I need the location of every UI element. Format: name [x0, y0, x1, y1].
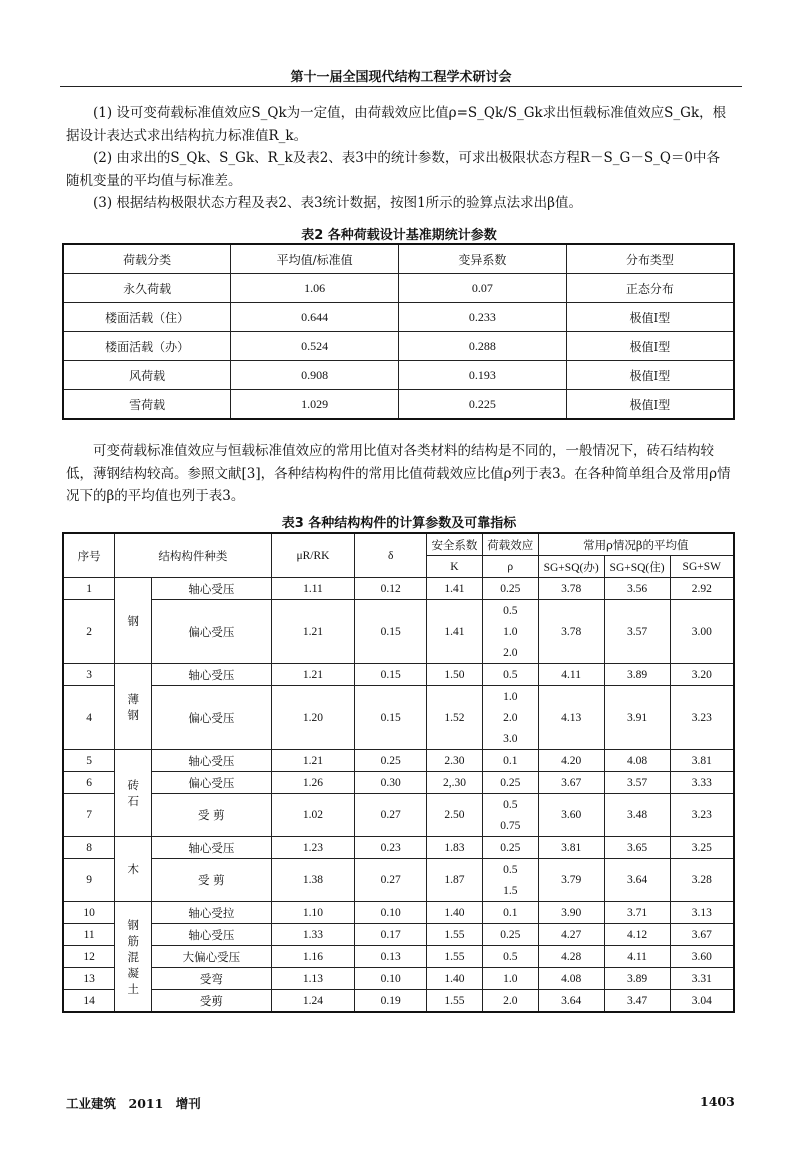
table3-cell: 3.47 — [604, 990, 670, 1013]
table3-cell: 3.04 — [670, 990, 734, 1013]
table3-cell: 0.13 — [355, 946, 427, 968]
table-row — [63, 794, 734, 816]
table3-cell: 3.91 — [604, 686, 670, 750]
table3-cell: 3.64 — [538, 990, 604, 1013]
table3-header-cell: ρ — [482, 556, 538, 578]
table3-cell: 偏心受压 — [152, 686, 271, 750]
table-row — [63, 600, 734, 622]
table3-cell: 1.55 — [427, 946, 483, 968]
table2-cell: 0.908 — [231, 361, 399, 390]
table3-material-cell: 薄 钢 — [115, 664, 152, 750]
header-rule — [60, 86, 742, 87]
table2-cell: 极值Ⅰ型 — [566, 332, 734, 361]
table-row — [63, 968, 734, 990]
table3-cell: 3.31 — [670, 968, 734, 990]
table3-cell: 轴心受拉 — [152, 902, 271, 924]
table3-cell: 0.15 — [355, 664, 427, 686]
table3-cell: 0.12 — [355, 578, 427, 600]
table3-header-cell: SG+SW — [670, 556, 734, 578]
table3-cell: 3.79 — [538, 859, 604, 902]
method-steps — [66, 102, 732, 215]
table3-cell: 0.25 — [482, 837, 538, 859]
table3-cell: 1.26 — [271, 772, 355, 794]
table3-cell: 1.40 — [427, 902, 483, 924]
table3-cell: 3.00 — [670, 600, 734, 664]
table3-cell: 1.0 — [482, 621, 538, 642]
table2-cell: 风荷载 — [63, 361, 231, 390]
table3-cell: 受弯 — [152, 968, 271, 990]
table3-cell: 大偏心受压 — [152, 946, 271, 968]
table2-header-cell: 变异系数 — [399, 244, 567, 274]
table2-cell: 0.288 — [399, 332, 567, 361]
table3-cell: 8 — [63, 837, 115, 859]
mid-paragraph: 可变荷载标准值效应与恒载标准值效应的常用比值对各类材料的结构是不同的，一般情况下，砖石结构较低，薄钢结构较高。参照文献[3]，各种结构构件的常用比值荷载效应比值ρ列于表3。在各种简单组合及常用ρ情况下的β的平均值也列于表3。 — [66, 443, 731, 504]
table2-cell: 0.644 — [231, 303, 399, 332]
table3-header-cell: δ — [355, 533, 427, 578]
table3-cell: 2.0 — [482, 990, 538, 1013]
table3-cell: 受 剪 — [152, 794, 271, 837]
table3-cell: 11 — [63, 924, 115, 946]
table-row — [63, 361, 734, 390]
table2-cell: 楼面活载（办） — [63, 332, 231, 361]
table3-material-cell: 木 — [115, 837, 152, 902]
table3-cell: 偏心受压 — [152, 772, 271, 794]
table3-cell: 0.10 — [355, 902, 427, 924]
table3-cell: 3.71 — [604, 902, 670, 924]
table3-cell: 3.60 — [538, 794, 604, 837]
table3-cell: 3.81 — [670, 750, 734, 772]
table3-cell: 13 — [63, 968, 115, 990]
table3-cell: 0.27 — [355, 859, 427, 902]
table3-cell: 0.25 — [482, 924, 538, 946]
table3-cell: 3.20 — [670, 664, 734, 686]
table3-header-cell: 序号 — [63, 533, 115, 578]
table3-cell: 1.41 — [427, 600, 483, 664]
table3-cell: 10 — [63, 902, 115, 924]
table3-cell: 7 — [63, 794, 115, 837]
table3-cell: 4.27 — [538, 924, 604, 946]
table2-cell: 极值Ⅰ型 — [566, 303, 734, 332]
table3-cell: 9 — [63, 859, 115, 902]
table-row — [63, 990, 734, 1013]
table3-cell: 4.08 — [604, 750, 670, 772]
table-row — [63, 664, 734, 686]
table3-cell: 轴心受压 — [152, 924, 271, 946]
table3-cell: 1.02 — [271, 794, 355, 837]
table3-cell: 0.25 — [482, 578, 538, 600]
table3-cell: 4.08 — [538, 968, 604, 990]
table3-cell: 0.25 — [482, 772, 538, 794]
table3-cell: 1.0 — [482, 686, 538, 708]
table3-cell: 3.23 — [670, 686, 734, 750]
step-3: (3) 根据结构极限状态方程及表2、表3统计数据，按图1所示的验算点法求出β值。 — [93, 195, 582, 211]
table3-cell: 4.13 — [538, 686, 604, 750]
table3-cell: 1.38 — [271, 859, 355, 902]
table3-cell: 1.21 — [271, 600, 355, 664]
table3-header-cell: 安全系数 — [427, 533, 483, 556]
table3-header-cell: SG+SQ(办) — [538, 556, 604, 578]
table3-cell: 1 — [63, 578, 115, 600]
table3-cell: 0.5 — [482, 946, 538, 968]
table3-header-cell: 常用ρ情况β的平均值 — [538, 533, 734, 556]
table-2 — [62, 243, 735, 420]
table3-header-row-1 — [63, 533, 734, 556]
table3-cell: 3.67 — [670, 924, 734, 946]
table2-cell: 楼面活载（住） — [63, 303, 231, 332]
table3-cell: 2.30 — [427, 750, 483, 772]
table2-header-cell: 分布类型 — [566, 244, 734, 274]
table3-cell: 1.52 — [427, 686, 483, 750]
table3-material-cell: 砖 石 — [115, 750, 152, 837]
table3-cell: 1.20 — [271, 686, 355, 750]
table3-cell: 4.11 — [604, 946, 670, 968]
table3-cell: 3.13 — [670, 902, 734, 924]
table3-cell: 1.10 — [271, 902, 355, 924]
table3-cell: 轴心受压 — [152, 750, 271, 772]
table-3 — [62, 532, 735, 1013]
table-row — [63, 772, 734, 794]
table2-cell: 极值Ⅰ型 — [566, 390, 734, 420]
table3-cell: 轴心受压 — [152, 837, 271, 859]
table3-cell: 3 — [63, 664, 115, 686]
table3-cell: 12 — [63, 946, 115, 968]
table3-cell: 0.19 — [355, 990, 427, 1013]
table3-cell: 3.56 — [604, 578, 670, 600]
table3-cell: 1.21 — [271, 750, 355, 772]
table3-cell: 受 剪 — [152, 859, 271, 902]
table3-cell: 3.78 — [538, 600, 604, 664]
table2-cell: 0.524 — [231, 332, 399, 361]
table3-cell: 4.28 — [538, 946, 604, 968]
table3-cell: 4 — [63, 686, 115, 750]
table2-cell: 永久荷载 — [63, 274, 231, 303]
table3-cell: 轴心受压 — [152, 578, 271, 600]
table2-cell: 0.07 — [399, 274, 567, 303]
table3-cell: 3.89 — [604, 664, 670, 686]
table3-cell: 1.41 — [427, 578, 483, 600]
table3-cell: 0.25 — [355, 750, 427, 772]
footer-journal: 工业建筑 2011 增刊 — [66, 1096, 201, 1111]
table3-header-cell: SG+SQ(住) — [604, 556, 670, 578]
table3-cell: 1.40 — [427, 968, 483, 990]
table3-cell: 3.81 — [538, 837, 604, 859]
table2-cell: 1.06 — [231, 274, 399, 303]
table3-cell: 1.0 — [482, 968, 538, 990]
table3-cell: 4.11 — [538, 664, 604, 686]
table-row — [63, 686, 734, 708]
table3-header-cell: K — [427, 556, 483, 578]
table2-caption: 表2 各种荷载设计基准期统计参数 — [301, 228, 497, 243]
table3-cell: 1.23 — [271, 837, 355, 859]
table3-cell: 2.0 — [482, 642, 538, 664]
table3-cell: 3.65 — [604, 837, 670, 859]
table3-cell: 3.33 — [670, 772, 734, 794]
table3-header-cell: μR/RK — [271, 533, 355, 578]
table3-cell: 0.5 — [482, 664, 538, 686]
table3-header-cell: 结构构件种类 — [115, 533, 271, 578]
table3-cell: 0.10 — [355, 968, 427, 990]
table2-cell: 0.193 — [399, 361, 567, 390]
table2-header-cell: 荷载分类 — [63, 244, 231, 274]
table3-cell: 3.67 — [538, 772, 604, 794]
table3-material-cell: 钢 筋 混 凝 土 — [115, 902, 152, 1013]
table3-cell: 5 — [63, 750, 115, 772]
table3-cell: 1.21 — [271, 664, 355, 686]
table2-header-cell: 平均值/标准值 — [231, 244, 399, 274]
table3-cell: 14 — [63, 990, 115, 1013]
table3-cell: 1.50 — [427, 664, 483, 686]
table3-cell: 3.57 — [604, 772, 670, 794]
table3-cell: 1.55 — [427, 924, 483, 946]
table2-cell: 正态分布 — [566, 274, 734, 303]
table3-cell: 轴心受压 — [152, 664, 271, 686]
step-1: (1) 设可变荷载标准值效应S_Qk为一定值，由荷载效应比值ρ=S_Qk/S_Gk求出恒载标准值效应S_Gk，根据设计表达式求出结构抗力标准值R_k。 — [66, 105, 727, 144]
table3-cell: 0.5 — [482, 859, 538, 881]
table-row — [63, 946, 734, 968]
table3-cell: 0.15 — [355, 600, 427, 664]
mid-paragraph-block — [66, 440, 732, 508]
table3-cell: 3.57 — [604, 600, 670, 664]
table2-cell: 0.233 — [399, 303, 567, 332]
table3-material-cell: 钢 — [115, 578, 152, 664]
table3-cell: 1.33 — [271, 924, 355, 946]
table-row — [63, 303, 734, 332]
table3-cell: 1.16 — [271, 946, 355, 968]
table3-caption: 表3 各种结构构件的计算参数及可靠指标 — [281, 516, 517, 531]
table3-cell: 2.92 — [670, 578, 734, 600]
table3-cell: 3.90 — [538, 902, 604, 924]
running-header: 第十一届全国现代结构工程学术研讨会 — [290, 70, 512, 85]
table-row — [63, 859, 734, 881]
table3-cell: 0.17 — [355, 924, 427, 946]
table3-cell: 2.50 — [427, 794, 483, 837]
table3-cell: 0.1 — [482, 902, 538, 924]
table3-cell: 3.23 — [670, 794, 734, 837]
table3-cell: 2,.30 — [427, 772, 483, 794]
table-row — [63, 837, 734, 859]
table3-cell: 1.13 — [271, 968, 355, 990]
table3-cell: 0.1 — [482, 750, 538, 772]
table3-cell: 4.12 — [604, 924, 670, 946]
table3-cell: 0.5 — [482, 794, 538, 816]
table3-cell: 3.64 — [604, 859, 670, 902]
table2-cell: 0.225 — [399, 390, 567, 420]
table2-cell: 极值Ⅰ型 — [566, 361, 734, 390]
table3-cell: 1.11 — [271, 578, 355, 600]
table3-cell: 0.30 — [355, 772, 427, 794]
table2-header-row — [63, 244, 734, 274]
table3-cell: 2 — [63, 600, 115, 664]
table2-cell: 1.029 — [231, 390, 399, 420]
table-row — [63, 390, 734, 420]
table3-cell: 偏心受压 — [152, 600, 271, 664]
table3-cell: 1.87 — [427, 859, 483, 902]
table3-cell: 受剪 — [152, 990, 271, 1013]
table-row — [63, 902, 734, 924]
table3-cell: 2.0 — [482, 707, 538, 728]
table3-cell: 0.75 — [482, 815, 538, 837]
table3-cell: 4.20 — [538, 750, 604, 772]
table3-cell: 1.83 — [427, 837, 483, 859]
table-row — [63, 578, 734, 600]
table3-cell: 3.28 — [670, 859, 734, 902]
table3-cell: 0.27 — [355, 794, 427, 837]
table3-cell: 6 — [63, 772, 115, 794]
page-number: 1403 — [700, 1094, 735, 1109]
table3-cell: 1.24 — [271, 990, 355, 1013]
table3-cell: 3.48 — [604, 794, 670, 837]
table3-header-cell: 荷载效应 — [482, 533, 538, 556]
table-row — [63, 332, 734, 361]
table3-cell: 1.55 — [427, 990, 483, 1013]
table3-cell: 3.60 — [670, 946, 734, 968]
table2-cell: 雪荷载 — [63, 390, 231, 420]
table3-cell: 0.23 — [355, 837, 427, 859]
table3-cell: 3.89 — [604, 968, 670, 990]
table3-cell: 3.0 — [482, 728, 538, 750]
table-row — [63, 924, 734, 946]
table3-cell: 0.5 — [482, 600, 538, 622]
table-row — [63, 274, 734, 303]
table3-cell: 3.25 — [670, 837, 734, 859]
step-2: (2) 由求出的S_Qk、S_Gk、R_k及表2、表3中的统计参数，可求出极限状态方程R－S_G－S_Q＝0中各随机变量的平均值与标准差。 — [66, 150, 720, 189]
table3-cell: 0.15 — [355, 686, 427, 750]
table-row — [63, 750, 734, 772]
table3-cell: 1.5 — [482, 880, 538, 902]
table3-cell: 3.78 — [538, 578, 604, 600]
